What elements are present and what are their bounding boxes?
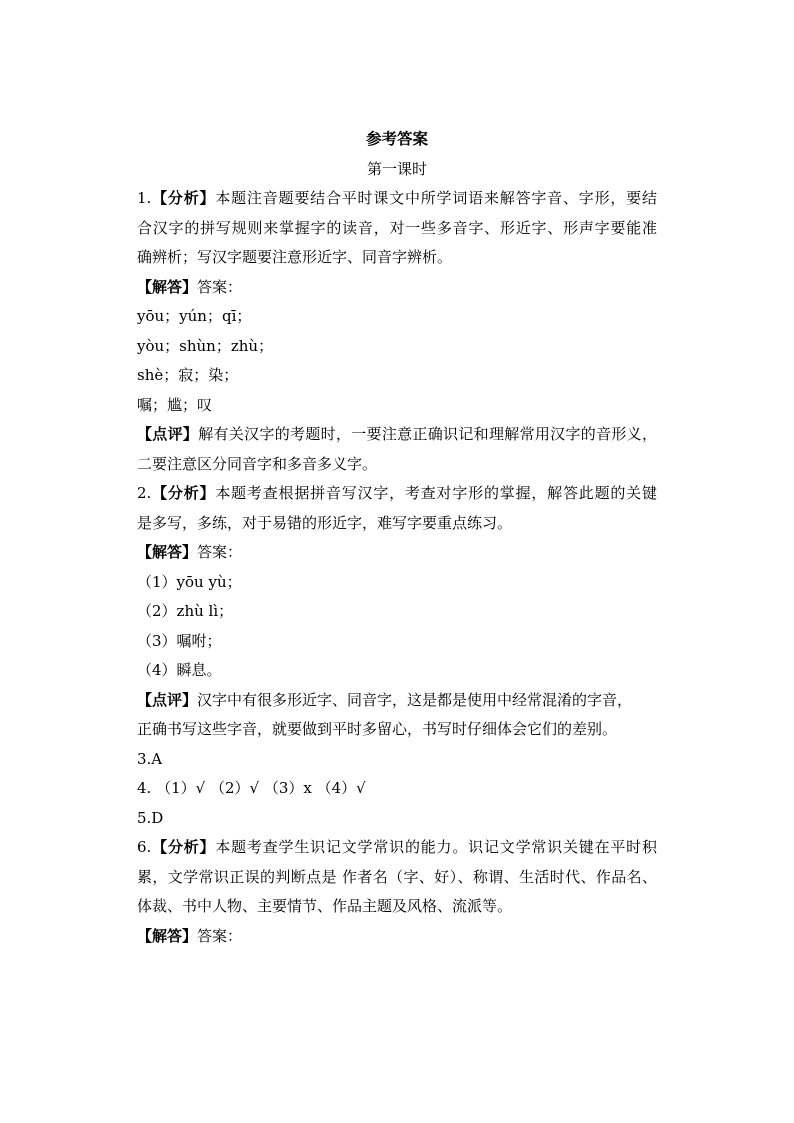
q2-answer-1: （1）yōu yù； bbox=[137, 572, 242, 591]
q6-answer-tag: 【解答】 bbox=[137, 926, 198, 945]
q1-analysis-line-2: 合汉字的拼写规则来掌握字的读音，对一些多音字、形近字、形声字要能准 bbox=[137, 218, 657, 237]
answer-document bbox=[137, 129, 657, 955]
q1-answer-1: yōu；yún；qī； bbox=[137, 307, 252, 325]
q1-answer-4: 嘱；尴；叹 bbox=[137, 395, 213, 414]
q6-analysis-line-1 bbox=[137, 837, 657, 857]
q1-analysis-text: 本题注音题要结合平时课文中所学词语来解答字音、字形，要结 bbox=[215, 189, 657, 207]
q2-number: 2. bbox=[137, 484, 152, 502]
q1-comment-text: 解有关汉字的考题时，一要注意正确识记和理解常用汉字的音形义， bbox=[198, 425, 657, 443]
q2-comment-line-1 bbox=[137, 690, 657, 710]
page-subtitle: 第一课时 bbox=[366, 159, 427, 178]
q1-answer-tag: 【解答】 bbox=[137, 277, 198, 296]
q1-comment-line-2: 二要注意区分同音字和多音多义字。 bbox=[137, 454, 378, 473]
q2-analysis-line-2: 是多写，多练，对于易错的形近字，难写字要重点练习。 bbox=[137, 513, 513, 532]
q6-number: 6. bbox=[137, 838, 152, 856]
q5-answer: 5.D bbox=[137, 808, 164, 827]
q1-analysis-tag: 【分析】 bbox=[151, 189, 216, 207]
q2-answer-tag: 【解答】 bbox=[137, 543, 198, 561]
q2-answer-label: 答案： bbox=[197, 543, 243, 561]
q3-answer: 3.A bbox=[137, 749, 163, 768]
q6-analysis-line-3: 体裁、书中人物、主要情节、作品主题及风格、流派等。 bbox=[137, 897, 513, 915]
q1-comment-line-1 bbox=[137, 424, 657, 444]
q2-analysis-text: 本题考查根据拼音写汉字，考查对字形的掌握，解答此题的关键 bbox=[215, 484, 657, 502]
q1-answer-label: 答案： bbox=[197, 277, 243, 296]
q1-answer-3: shè；寂；染； bbox=[137, 366, 239, 384]
q6-analysis-tag: 【分析】 bbox=[151, 838, 216, 856]
q1-answer-2: yòu；shùn；zhù； bbox=[137, 336, 274, 355]
q6-answer-header bbox=[137, 926, 657, 946]
q4-answer: 4. （1）√ （2）√ （3）x （4）√ bbox=[137, 779, 366, 797]
q2-answer-3: （3）嘱咐； bbox=[137, 631, 222, 650]
q2-comment-line-2: 正确书写这些字音，就要做到平时多留心，书写时仔细体会它们的差别。 bbox=[137, 720, 618, 738]
q1-analysis-line-1 bbox=[137, 188, 657, 208]
q1-answer-header bbox=[137, 277, 657, 297]
q2-analysis-line-1 bbox=[137, 483, 657, 503]
q6-analysis-line-2: 累，文学常识正误的判断点是 作者名（字、好）、称谓、生活时代、作品名、 bbox=[137, 867, 657, 886]
q2-answer-2: （2）zhù lì； bbox=[137, 602, 234, 620]
page-title: 参考答案 bbox=[365, 129, 428, 148]
q2-comment-text: 汉字中有很多形近字、同音字，这是都是使用中经常混淆的字音， bbox=[197, 690, 633, 709]
q2-analysis-tag: 【分析】 bbox=[151, 484, 216, 502]
q2-answer-4: （4）瞬息。 bbox=[137, 661, 222, 679]
q6-analysis-text: 本题考查学生识记文学常识的能力。识记文学常识关键在平时积 bbox=[215, 838, 657, 856]
q6-answer-label: 答案： bbox=[197, 926, 243, 945]
q1-number: 1. bbox=[137, 189, 152, 207]
q1-analysis-line-3: 确辨析；写汉字题要注意形近字、同音字辨析。 bbox=[137, 248, 453, 266]
q2-answer-header bbox=[137, 542, 657, 562]
q2-comment-tag: 【点评】 bbox=[137, 690, 198, 709]
q1-comment-tag: 【点评】 bbox=[137, 425, 199, 443]
